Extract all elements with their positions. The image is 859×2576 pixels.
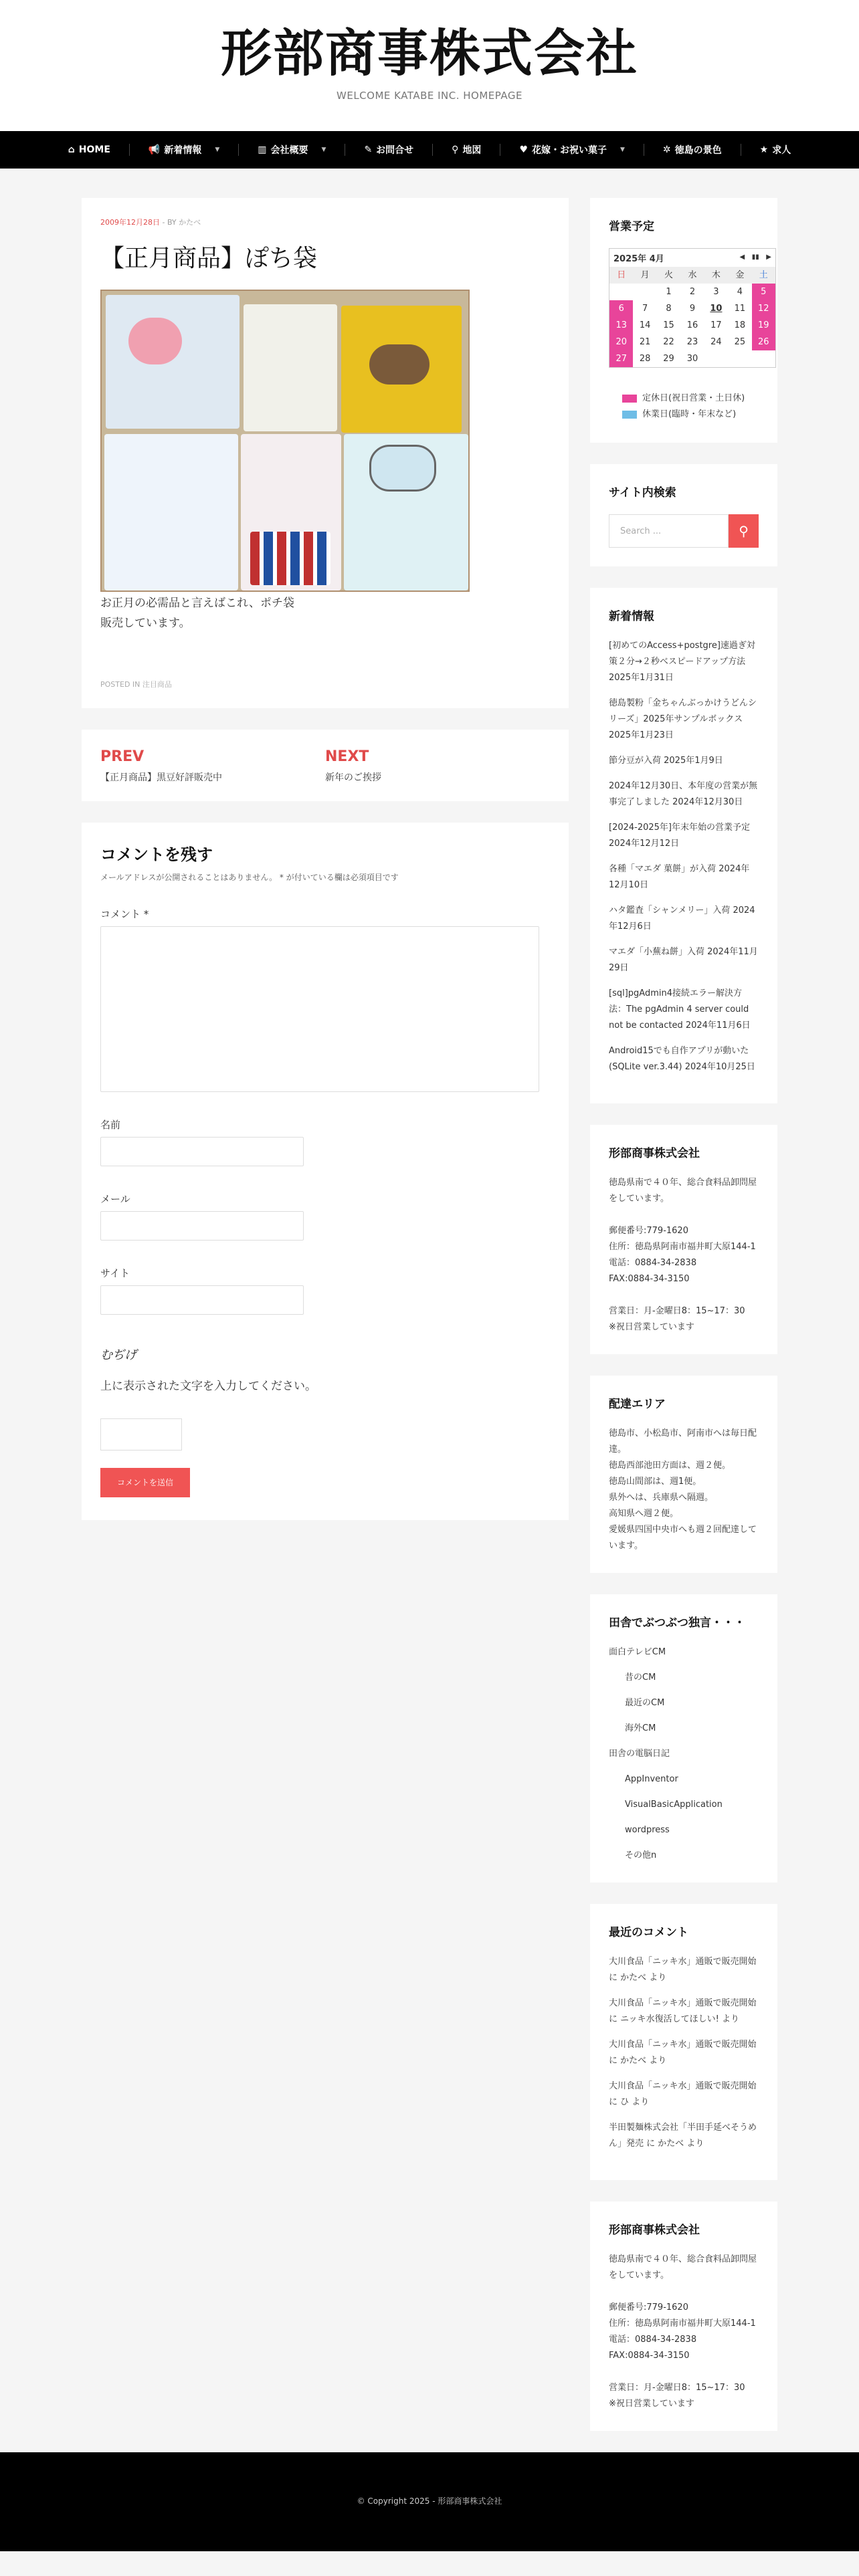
company-fax: FAX:0884-34-3150 [609,1274,690,1284]
post-article [82,198,569,708]
calendar-weekday: 金 [728,267,751,284]
nav-item[interactable] [644,131,741,169]
nav-item-label: 求人 [772,145,791,156]
calendar-widget [590,198,777,443]
blog-category-group [609,1746,759,1864]
company2-intro: 徳島県南で４０年、総合食料品卸問屋をしています。 [609,2254,757,2280]
search-title: サイト内検索 [609,486,676,500]
map-marker-icon: ⚲ [452,144,459,155]
delivery-line: 徳島市、小松島市、阿南市へは毎日配達。 [609,1428,757,1455]
site-label: サイト [100,1267,130,1279]
calendar-weekday: 月 [633,267,656,284]
chevron-down-icon: ▼ [321,146,326,153]
nav-item-label: お問合せ [376,145,414,156]
news-item[interactable]: 2024年12月30日、本年度の営業が無事完了しました 2024年12月30日 [609,781,758,807]
today-icon[interactable]: ▮▮ [751,253,759,261]
post-footer [100,679,550,689]
calendar-day [752,350,775,367]
post-author[interactable]: かたべ [179,218,201,227]
delivery-title: 配達エリア [609,1398,666,1411]
news-item[interactable]: [2024-2025年]年末年始の営業予定 2024年12月12日 [609,823,751,849]
news-item[interactable]: 節分豆が入荷 2025年1月9日 [609,756,723,766]
calendar-day[interactable]: 3 [713,287,719,297]
next-month-icon[interactable]: ▶ [766,253,771,261]
post-title: 【正月商品】ぽち袋 [100,245,318,272]
calendar-day[interactable]: 17 [710,320,722,330]
delivery-line: 県外へは、兵庫県へ隔週。 [609,1493,714,1503]
company2-address: 住所：徳島県阿南市福井町大原144-1 [609,2319,756,2329]
comment-label: コメント * [100,908,149,920]
calendar-title: 営業予定 [609,220,654,233]
nav-item[interactable] [130,131,238,169]
prev-post-link[interactable] [100,748,325,784]
calendar-day[interactable]: 24 [710,337,722,347]
calendar-day[interactable]: 10 [710,304,723,314]
nav-item-label: 地図 [462,145,482,156]
company2-title: 形部商事株式会社 [609,2224,700,2237]
calendar-day [609,284,633,300]
recent-comments-widget [590,1904,777,2180]
calendar-day[interactable]: 23 [686,337,698,347]
site-footer [0,2452,859,2551]
site-title[interactable]: 形部商事株式会社 [221,23,638,83]
post-body-line: お正月の必需品と言えばこれ、ポチ袋 [100,597,295,610]
search-widget [590,464,777,566]
calendar-day[interactable]: 1 [666,287,672,297]
company2-info [609,2252,759,2412]
post-category-link[interactable]: 注目商品 [142,680,172,689]
edit-icon: ✎ [364,144,373,155]
next-post-title[interactable]: 新年のご挨拶 [325,772,381,783]
blog-subcategory-link[interactable]: 最近のCM [625,1698,665,1708]
calendar-weekday: 日 [609,267,633,284]
news-widget [590,588,777,1103]
calendar-day[interactable]: 16 [686,320,698,330]
site-description: WELCOME KATABE INC. HOMEPAGE [337,90,522,102]
calendar-day[interactable]: 20 [609,334,633,350]
recent-comments-title: 最近のコメント [609,1926,688,1939]
calendar-day[interactable]: 15 [663,320,674,330]
recent-comment-item[interactable]: 大川食品「ニッキ水」通販で販売開始 に かたべ より [609,2040,757,2066]
calendar-day[interactable]: 21 [639,337,651,347]
blog-title: 田舎でぶつぶつ独言・・・ [609,1616,745,1630]
company-holiday-note: ※祝日営業しています [609,1322,694,1332]
search-icon: ⚲ [739,523,749,539]
nav-item[interactable] [500,131,643,169]
email-input[interactable] [100,1211,304,1241]
bar-chart-icon: ▥ [258,144,267,155]
recent-comment-item[interactable]: 大川食品「ニッキ水」通販で販売開始 に ひ より [609,2081,757,2107]
company-zip: 郵便番号:779-1620 [609,1226,688,1236]
news-title: 新着情報 [609,610,654,623]
delivery-widget [590,1376,777,1573]
company-hours: 営業日：月-金曜日8：15~17：30 [609,1306,745,1316]
search-form [609,514,759,548]
calendar-day[interactable]: 8 [666,304,672,314]
calendar-day[interactable]: 6 [609,300,633,317]
nav-item-label: 新着情報 [164,145,202,156]
author-prefix: BY [167,218,177,227]
calendar-day[interactable]: 4 [737,287,743,297]
star-icon: ★ [759,144,769,155]
blog-subcategory-link[interactable]: 昔のCM [625,1673,656,1683]
calendar-day [704,350,728,367]
news-item[interactable]: Android15でも自作アプリが動いた(SQLite ver.3.44) 2024年10月25日 [609,1046,755,1072]
calendar-day[interactable]: 25 [734,337,746,347]
nav-item-label: HOME [78,144,110,155]
company-address: 住所：徳島県阿南市福井町大原144-1 [609,1242,756,1252]
blog-subcategory-link[interactable]: VisualBasicApplication [625,1800,723,1810]
blog-category-widget [590,1594,777,1883]
calendar-legend [609,391,759,423]
nav-item-label: 花嫁・お祝い菓子 [532,145,607,156]
blog-subcategory-link[interactable]: その他n [625,1850,657,1860]
blog-category-link[interactable]: 田舎の電脳日記 [609,1749,670,1759]
delivery-line: 徳島山間部は、週1便。 [609,1477,702,1487]
nav-item[interactable] [345,131,432,169]
delivery-line: 高知県へ週２便。 [609,1509,679,1519]
site-header [0,0,859,131]
calendar-weekday: 水 [680,267,704,284]
captcha-image: むぢげ [100,1348,136,1362]
post-navigation [82,730,569,801]
calendar-month: 2025年 4月 [613,254,664,264]
sidebar [590,198,777,2452]
holiday-swatch [622,395,637,403]
calendar-day[interactable]: 12 [752,300,775,317]
prev-post-title[interactable]: 【正月商品】黒豆好評販売中 [100,772,222,783]
company-info [609,1175,759,1335]
envelope-image [128,318,182,364]
calendar-day[interactable]: 19 [752,317,775,334]
envelope-image [250,532,330,585]
nav-item-label: 会社概要 [270,145,308,156]
camera-icon: ✲ [662,144,671,155]
blog-subcategory-link[interactable]: 海外CM [625,1723,656,1733]
calendar-day[interactable]: 26 [752,334,775,350]
news-item[interactable]: [sql]pgAdmin4接続エラー解決方法：The pgAdmin 4 server could not be contacted 2024年11月6日 [609,988,751,1031]
envelope-image [369,445,436,492]
calendar-day[interactable]: 29 [663,354,674,364]
recent-comment-item[interactable]: 半田製麺株式会社「半田手延べそうめん」発売 に かたべ より [609,2123,757,2149]
calendar-day [633,284,656,300]
name-input[interactable] [100,1137,304,1166]
name-label: 名前 [100,1119,121,1131]
business-calendar [609,248,776,368]
megaphone-icon: 📢 [148,144,161,155]
company2-fax: FAX:0884-34-3150 [609,2351,690,2361]
main-nav [0,131,859,169]
calendar-weekday: 木 [704,267,728,284]
nav-item[interactable] [741,131,810,169]
recent-comments-list [609,1954,759,2152]
calendar-day [728,350,751,367]
post-body-line: 販売しています。 [100,617,191,630]
closed-swatch [622,411,637,419]
company-intro: 徳島県南で４０年、総合食料品卸問屋をしています。 [609,1178,757,1204]
post-body [100,593,550,633]
blog-subcategory-link[interactable]: AppInventor [625,1774,678,1784]
news-item[interactable]: [初めてのAccess+postgre]速過ぎ対策２分→２秒ベスピードアップ方法 2025年1月31日 [609,641,755,683]
company-title: 形部商事株式会社 [609,1147,700,1160]
legend-holiday: 定休日(祝日営業・土日休) [642,393,745,403]
nav-item[interactable] [239,131,345,169]
calendar-grid [609,267,775,367]
copyright: © Copyright 2025 - 形部商事株式会社 [357,2496,502,2506]
calendar-header [609,249,775,267]
heart-icon: ♥ [519,144,528,155]
company-tel: 電話：0884-34-2838 [609,1258,697,1268]
news-item[interactable]: 徳島製粉「金ちゃんぶっかけうどんシリーズ」2025年サンプルボックス 2025年1月23日 [609,698,757,740]
comment-textarea[interactable] [100,926,539,1092]
news-list [609,638,759,1075]
comment-form-title: コメントを残す [100,845,213,864]
prev-label: PREV [100,748,145,765]
calendar-weekday: 火 [657,267,680,284]
captcha-instruction: 上に表示された文字を入力してください。 [100,1380,316,1393]
envelope-image [104,434,238,591]
calendar-day[interactable]: 14 [639,320,651,330]
calendar-day[interactable]: 2 [689,287,696,297]
legend-closed: 休業日(臨時・年末など) [642,409,737,419]
envelope-image [244,304,337,431]
site-input[interactable] [100,1285,304,1315]
submit-comment-button[interactable]: コメントを送信 [100,1468,190,1497]
company2-hours: 営業日：月-金曜日8：15~17：30 [609,2383,745,2393]
calendar-weekday: 土 [752,267,775,284]
blog-category-group [609,1644,759,1737]
search-button[interactable] [729,514,759,548]
posted-in-label: POSTED IN [100,680,140,689]
home-icon: ⌂ [68,144,75,155]
envelope-image [369,344,430,385]
blog-category-tree [609,1644,759,1864]
calendar-day[interactable]: 9 [689,304,696,314]
main-content [82,198,569,1541]
delivery-line: 愛媛県四国中央市へも週２回配達しています。 [609,1525,757,1551]
next-post-link[interactable] [325,748,550,784]
next-label: NEXT [325,748,369,765]
calendar-day[interactable]: 28 [639,354,651,364]
news-item[interactable]: 各種「マエダ 菓餅」が入荷 2024年12月10日 [609,864,750,890]
delivery-line: 徳島西部池田方面は、週２便。 [609,1461,731,1471]
nav-item[interactable] [50,131,129,169]
calendar-day[interactable]: 11 [734,304,746,314]
calendar-day[interactable]: 27 [609,350,633,367]
comment-form-note: メールアドレスが公開されることはありません。 * が付いている欄は必須項目です [100,873,399,882]
nav-item[interactable] [433,131,500,169]
calendar-day[interactable]: 30 [686,354,698,364]
envelope-image [106,295,240,429]
email-label: メール [100,1193,130,1205]
company2-tel: 電話：0884-34-2838 [609,2335,697,2345]
calendar-day[interactable]: 7 [642,304,648,314]
company2-holiday-note: ※祝日営業しています [609,2399,694,2409]
blog-subcategory-link[interactable]: wordpress [625,1825,670,1835]
post-photo [100,290,470,592]
calendar-day[interactable]: 5 [752,284,775,300]
news-item[interactable]: マエダ「小蕪ね餅」入荷 2024年11月29日 [609,947,758,973]
calendar-day[interactable]: 18 [734,320,746,330]
recent-comment-item[interactable]: 大川食品「ニッキ水」通販で販売開始 に ニッキ水復活してほしい! より [609,1998,757,2024]
delivery-list [609,1426,759,1554]
blog-category-link[interactable]: 面白テレビCM [609,1647,666,1657]
calendar-day[interactable]: 22 [663,337,674,347]
prev-month-icon[interactable]: ◀ [739,253,745,261]
news-item[interactable]: ハタ鑑査「シャンメリー」入荷 2024年12月6日 [609,905,755,932]
calendar-day[interactable]: 13 [609,317,633,334]
search-input[interactable]: Search ... [609,514,729,548]
chevron-down-icon: ▼ [215,146,220,153]
post-date[interactable]: 2009年12月28日 [100,218,160,227]
company2-zip: 郵便番号:779-1620 [609,2302,688,2313]
nav-item-label: 徳島の景色 [674,145,722,156]
comment-form [82,823,569,1520]
chevron-down-icon: ▼ [620,146,625,153]
recent-comment-item[interactable]: 大川食品「ニッキ水」通販で販売開始 に かたべ より [609,1957,757,1983]
company-widget [590,1125,777,1354]
post-meta: 2009年12月28日 - BY かたべ [100,218,201,227]
company-widget-2 [590,2202,777,2431]
captcha-input[interactable] [100,1418,182,1451]
